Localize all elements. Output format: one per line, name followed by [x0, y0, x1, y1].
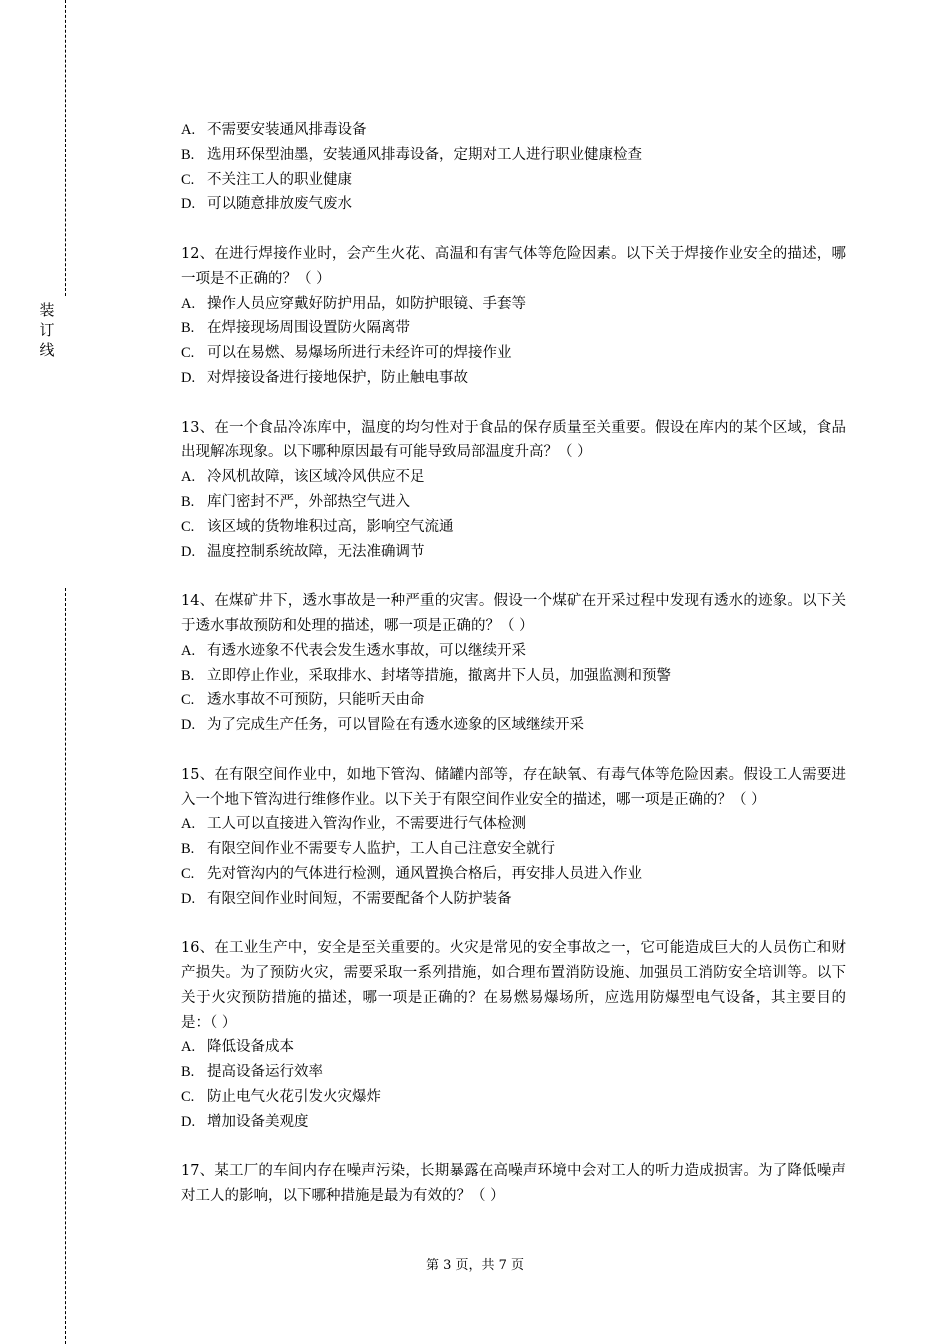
- option-letter: B.: [181, 667, 195, 684]
- option-b: [181, 490, 846, 515]
- option-text: 库门密封不严，外部热空气进入: [207, 493, 410, 510]
- option-a: [181, 1035, 846, 1060]
- option-text: 选用环保型油墨，安装通风排毒设备，定期对工人进行职业健康检查: [207, 146, 642, 163]
- question-13: [181, 416, 846, 565]
- option-c: [181, 515, 846, 540]
- option-text: 可以随意排放废气废水: [207, 196, 352, 213]
- question-15: [181, 763, 846, 912]
- option-text: 对焊接设备进行接地保护，防止触电事故: [207, 369, 468, 386]
- option-a: [181, 812, 846, 837]
- option-letter: C.: [181, 865, 195, 882]
- option-text: 在焊接现场周围设置防火隔离带: [207, 320, 410, 337]
- option-letter: B.: [181, 493, 195, 510]
- question-stem: 13、在一个食品冷冻库中，温度的均匀性对于食品的保存质量至关重要。假设在库内的某个区域，食品出现解冻现象。以下哪种原因最有可能导致局部温度升高？（ ）: [181, 419, 846, 461]
- question-stem: 12、在进行焊接作业时，会产生火花、高温和有害气体等危险因素。以下关于焊接作业安全的描述，哪一项是不正确的？（ ）: [181, 245, 846, 287]
- binding-label: [36, 300, 58, 360]
- question-stem: 16、在工业生产中，安全是至关重要的。火灾是常见的安全事故之一，它可能造成巨大的人员伤亡和财产损失。为了预防火灾，需要采取一系列措施，如合理布置消防设施、加强员工消防安全培训等。以下关于火灾预防措施的描述，哪一项是正确的？在易燃易爆场所，应选用防爆型电气设备，其主要目的是：（ ）: [181, 940, 846, 1031]
- option-text: 有限空间作业不需要专人监护，工人自己注意安全就行: [207, 841, 555, 858]
- option-a: [181, 292, 846, 317]
- option-text: 工人可以直接进入管沟作业，不需要进行气体检测: [207, 816, 526, 833]
- option-c: [181, 862, 846, 887]
- option-text: 冷风机故障，该区域冷风供应不足: [207, 469, 425, 486]
- question-12: [181, 242, 846, 391]
- binding-line-bottom: [65, 588, 66, 1344]
- option-d: [181, 366, 846, 391]
- option-text: 立即停止作业，采取排水、封堵等措施，撤离井下人员，加强监测和预警: [207, 667, 671, 684]
- page-footer: 第 3 页，共 7 页: [425, 1258, 525, 1273]
- binding-line-top: [65, 0, 66, 296]
- option-b: [181, 143, 846, 168]
- option-c: [181, 341, 846, 366]
- option-letter: C.: [181, 1089, 195, 1106]
- question-14: [181, 589, 846, 738]
- option-text: 操作人员应穿戴好防护用品，如防护眼镜、手套等: [207, 295, 526, 312]
- question-17: [181, 1159, 846, 1209]
- option-b: [181, 316, 846, 341]
- option-d: [181, 887, 846, 912]
- binding-char: 订: [39, 321, 55, 339]
- option-d: [181, 540, 846, 565]
- option-letter: D.: [181, 196, 196, 213]
- option-letter: C.: [181, 171, 195, 188]
- option-text: 有透水迹象不代表会发生透水事故，可以继续开采: [207, 642, 526, 659]
- question-stem: 14、在煤矿井下，透水事故是一种严重的灾害。假设一个煤矿在开采过程中发现有透水的迹象。以下关于透水事故预防和处理的描述，哪一项是正确的？（ ）: [181, 593, 846, 634]
- option-c: [181, 168, 846, 193]
- option-text: 有限空间作业时间短，不需要配备个人防护装备: [207, 890, 512, 907]
- binding-char: 线: [39, 341, 55, 359]
- option-letter: C.: [181, 518, 195, 535]
- option-d: [181, 1110, 846, 1135]
- option-b: [181, 1060, 846, 1085]
- question-stem: 17、某工厂的车间内存在噪声污染，长期暴露在高噪声环境中会对工人的听力造成损害。为了降低噪声对工人的影响，以下哪种措施是最为有效的？（ ）: [181, 1163, 846, 1205]
- option-text: 提高设备运行效率: [207, 1064, 323, 1081]
- option-text: 可以在易燃、易爆场所进行未经许可的焊接作业: [207, 345, 512, 362]
- option-letter: D.: [181, 369, 196, 386]
- option-letter: A.: [181, 642, 196, 659]
- question-11-options: [181, 118, 846, 217]
- option-b: [181, 664, 846, 689]
- option-text: 先对管沟内的气体进行检测，通风置换合格后，再安排人员进入作业: [207, 865, 642, 882]
- option-letter: D.: [181, 1113, 196, 1130]
- option-b: [181, 837, 846, 862]
- question-16: [181, 936, 846, 1134]
- option-letter: C.: [181, 692, 195, 709]
- option-a: [181, 118, 846, 143]
- option-letter: D.: [181, 717, 196, 734]
- option-letter: A.: [181, 122, 196, 138]
- option-letter: C.: [181, 345, 195, 362]
- option-d: [181, 713, 846, 738]
- option-letter: A.: [181, 1039, 196, 1056]
- question-stem: 15、在有限空间作业中，如地下管沟、储罐内部等，存在缺氧、有毒气体等危险因素。假设工人需要进入一个地下管沟进行维修作业。以下关于有限空间作业安全的描述，哪一项是正确的？（ ）: [181, 766, 846, 808]
- option-letter: B.: [181, 1064, 195, 1081]
- option-letter: B.: [181, 146, 195, 163]
- option-text: 降低设备成本: [207, 1039, 294, 1056]
- option-text: 温度控制系统故障，无法准确调节: [207, 543, 425, 560]
- option-letter: D.: [181, 543, 196, 560]
- option-text: 不需要安装通风排毒设备: [207, 122, 367, 138]
- option-text: 防止电气火花引发火灾爆炸: [207, 1089, 381, 1106]
- option-text: 增加设备美观度: [207, 1113, 309, 1130]
- option-text: 透水事故不可预防，只能听天由命: [207, 692, 425, 709]
- option-letter: A.: [181, 816, 196, 833]
- option-letter: B.: [181, 320, 195, 337]
- option-letter: A.: [181, 295, 196, 312]
- option-a: [181, 639, 846, 664]
- option-a: [181, 465, 846, 490]
- option-text: 该区域的货物堆积过高，影响空气流通: [207, 518, 454, 535]
- option-c: [181, 688, 846, 713]
- option-text: 为了完成生产任务，可以冒险在有透水迹象的区域继续开采: [207, 717, 584, 734]
- exam-content: [181, 118, 846, 1209]
- option-letter: B.: [181, 841, 195, 858]
- option-letter: A.: [181, 469, 196, 486]
- binding-char: 装: [39, 301, 55, 319]
- option-d: [181, 192, 846, 217]
- option-text: 不关注工人的职业健康: [207, 171, 352, 188]
- option-c: [181, 1085, 846, 1110]
- option-letter: D.: [181, 890, 196, 907]
